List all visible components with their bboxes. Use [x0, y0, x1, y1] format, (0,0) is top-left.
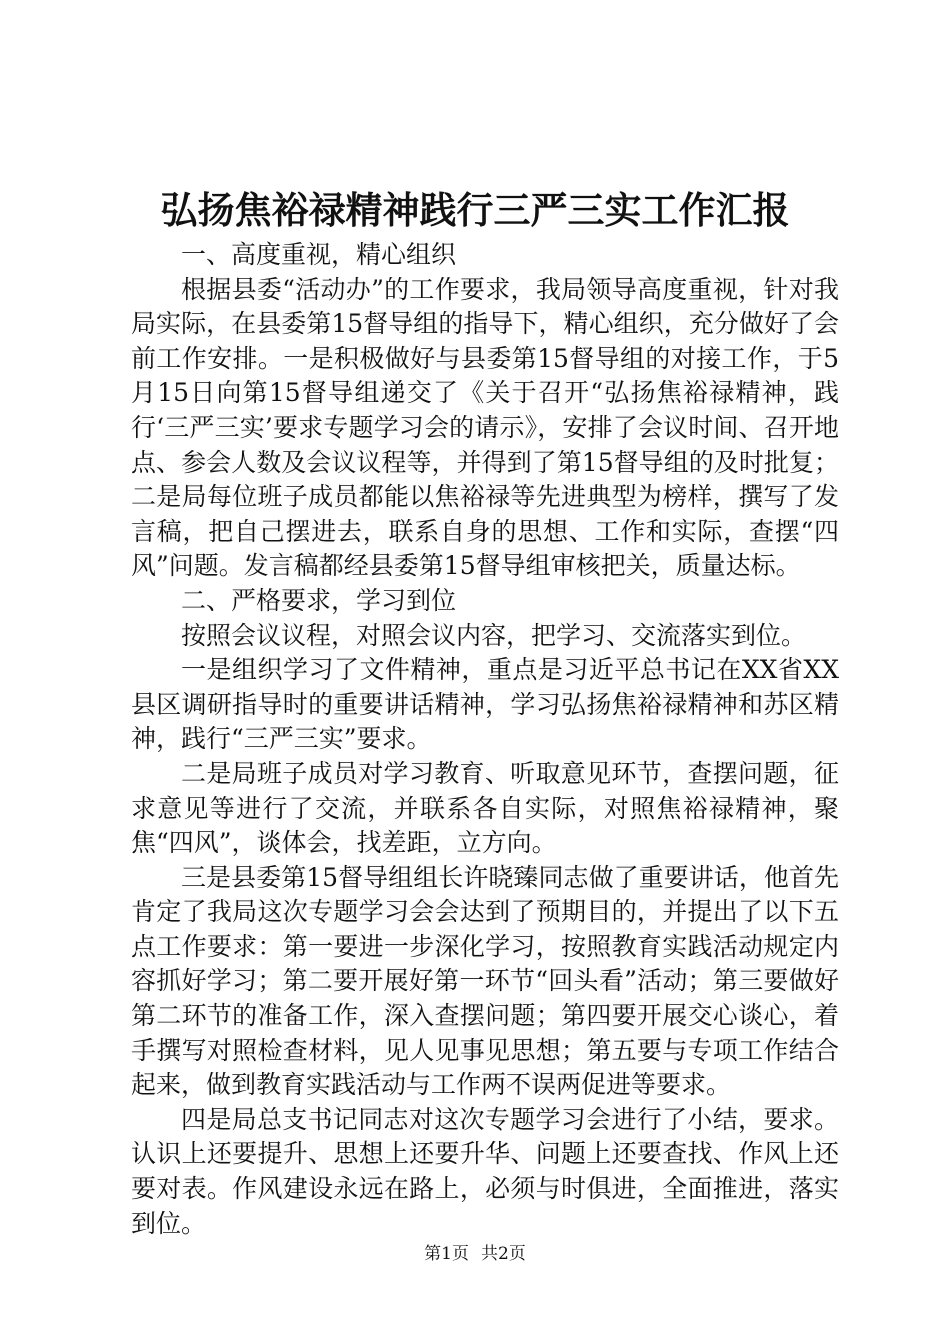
paragraph: 按照会议议程，对照会议内容，把学习、交流落实到位。 [181, 620, 807, 650]
paragraph: 三是县委第15督导组组长许晓臻同志做了重要讲话，他首先肯定了我局这次专题学习会会达到了预期目的，并提出了以下五点工作要求：第一要进一步深化学习，按照教育实践活动规定内容抓好学习；第二要开展好第一环节“回头看”活动；第三要做好第二环节的准备工作，深入查摆问题；第四要开展交心谈心，着手撰写对照检查材料，见人见事见思想；第五要与专项工作结合起来，做到教育实践活动与工作两不误两促进等要求。 [131, 862, 839, 1100]
section-heading-1: 一、高度重视，精心组织 [181, 240, 457, 269]
section-heading-2: 二、严格要求，学习到位 [181, 585, 457, 615]
paragraph: 二是局班子成员对学习教育、听取意见环节，查摆问题，征求意见等进行了交流，并联系各自实际，对照焦裕禄精神，聚焦“四风”，谈体会，找差距，立方向。 [131, 758, 839, 858]
paragraph: 根据县委“活动办”的工作要求，我局领导高度重视，针对我局实际，在县委第15督导组的指导下，精心组织，充分做好了会前工作安排。一是积极做好与县委第15督导组的对接工作，于5月15日向第15督导组递交了《关于召开“弘扬焦裕禄精神，践行‘三严三实’要求专题学习会的请示》，安排了会议时间、召开地点、参会人数及会议议程等，并得到了第15督导组的及时批复；二是局每位班子成员都能以焦裕禄等先进典型为榜样，撰写了发言稿，把自己摆进去，联系自身的思想、工作和实际，查摆“四风”问题。发言稿都经县委第15督导组审核把关，质量达标。 [131, 274, 839, 581]
page-number-current: 第1页 [424, 1244, 469, 1264]
document-title: 弘扬焦裕禄精神践行三严三实工作汇报 [160, 188, 790, 232]
page-number-total: 共2页 [481, 1244, 526, 1264]
document-body [131, 238, 839, 1241]
paragraph: 四是局总支书记同志对这次专题学习会进行了小结，要求。认识上还要提升、思想上还要升华、问题上还要查找、作风上还要对表。作风建设永远在路上，必须与时俱进，全面推进，落实到位。 [131, 1104, 839, 1238]
paragraph: 一是组织学习了文件精神，重点是习近平总书记在XX省XX县区调研指导时的重要讲话精神，学习弘扬焦裕禄精神和苏区精神，践行“三严三实”要求。 [131, 655, 839, 754]
page-footer [0, 1242, 950, 1266]
